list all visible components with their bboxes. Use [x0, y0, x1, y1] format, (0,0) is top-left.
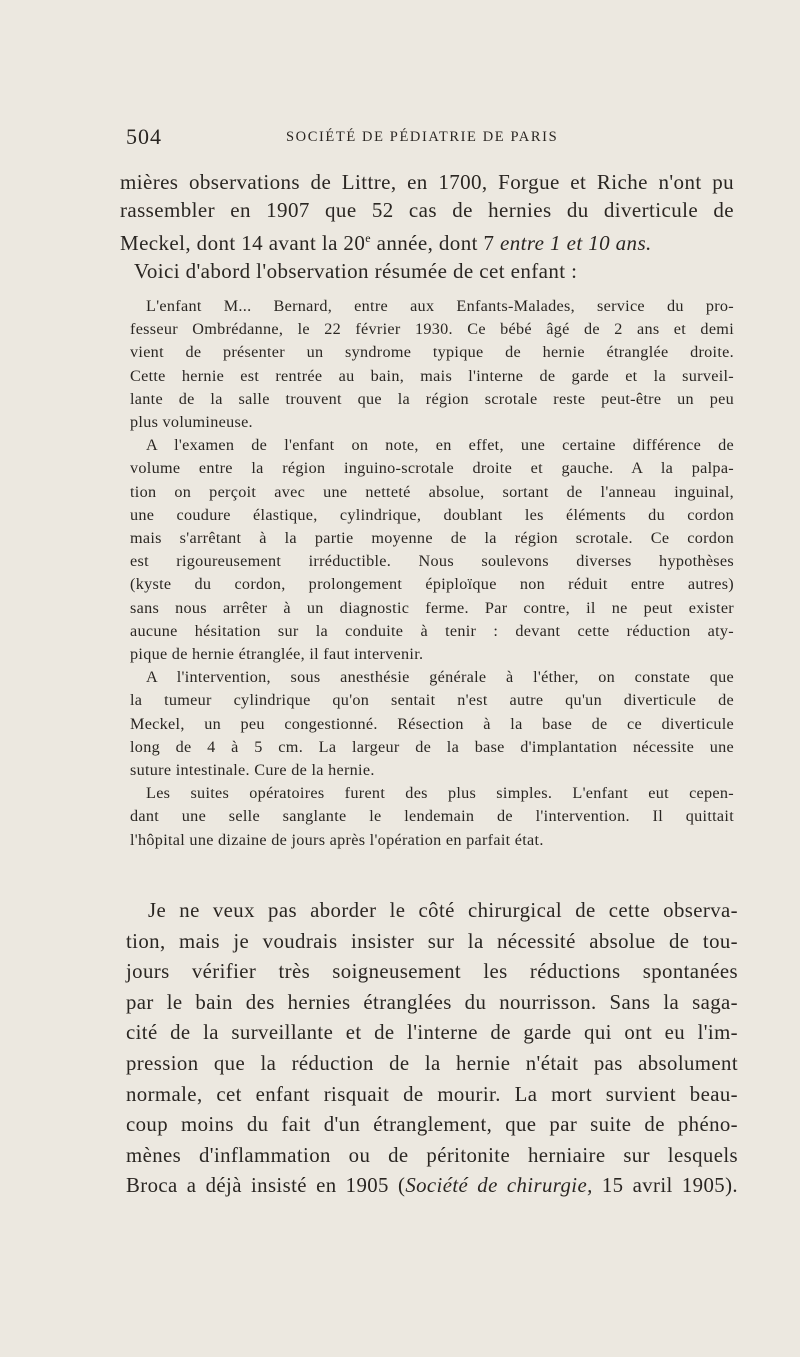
text-line: Les suites opératoires furent des plus simples. L'enfant eut cepen- — [146, 784, 734, 803]
text-line: rassembler en 1907 que 52 cas de hernies du diverticule de — [120, 198, 734, 222]
text-line: (kyste du cordon, prolongement épiploïque non réduit entre autres) — [130, 575, 734, 594]
text-line: mènes d'inflammation ou de péritonite herniaire sur lesquels — [126, 1143, 738, 1167]
text-line: dant une selle sanglante le lendemain de l'intervention. Il quittait — [130, 807, 734, 826]
text-line: Je ne veux pas aborder le côté chirurgical de cette observa- — [148, 899, 738, 922]
text-line: est rigoureusement irréductible. Nous soulevons diverses hypothèses — [130, 552, 734, 571]
text-line — [120, 224, 734, 257]
text-line: Meckel, un peu congestionné. Résection à la base de ce diverticule — [130, 714, 734, 733]
text-line: cité de la surveillante et de l'interne de garde qui ont eu l'im- — [126, 1021, 738, 1045]
text-line: Voici d'abord l'observation résumée de cet enfant : — [134, 259, 578, 283]
text-line: A l'intervention, sous anesthésie générale à l'éther, on constate que — [146, 668, 734, 687]
text-line: sans nous arrêter à un diagnostic ferme. Par contre, il ne peut exister — [130, 598, 734, 617]
italic-run: Société de chirurgie, — [405, 1174, 593, 1198]
text-run: 15 avril 1905). — [592, 1174, 738, 1198]
text-line: vient de présenter un syndrome typique de hernie étranglée droite. — [130, 343, 734, 362]
observation-paragraph — [130, 295, 734, 852]
text-line: tion, mais je voudrais insister sur la nécessité absolue de tou- — [126, 929, 738, 953]
text-line: jours vérifier très soigneusement les réductions spontanées — [126, 960, 738, 984]
text-run: année, dont 7 — [370, 231, 501, 255]
text-line: mières observations de Littre, en 1700, Forgue et Riche n'ont pu — [120, 170, 734, 194]
text-line: coup moins du fait d'un étranglement, que par suite de phéno- — [126, 1113, 738, 1137]
page-number: 504 — [126, 124, 162, 149]
text-line: fesseur Ombrédanne, le 22 février 1930. Ce bébé âgé de 2 ans et demi — [130, 320, 734, 339]
text-run: Broca a déjà insisté en 1905 ( — [126, 1174, 406, 1198]
text-line: pression que la réduction de la hernie n'était pas absolument — [126, 1051, 738, 1075]
text-line — [126, 1171, 738, 1202]
text-line: la tumeur cylindrique qu'on sentait n'est autre qu'un diverticule de — [130, 691, 734, 710]
text-line: aucune hésitation sur la conduite à tenir : devant cette réduction aty- — [130, 621, 734, 640]
text-line: Cette hernie est rentrée au bain, mais l'interne de garde et la surveil- — [130, 366, 734, 385]
page-header — [126, 124, 726, 154]
text-line: volume entre la région inguino-scrotale droite et gauche. A la palpa- — [130, 459, 734, 478]
superscript: e — [365, 231, 371, 245]
text-line: normale, cet enfant risquait de mourir. La mort survient beau- — [126, 1082, 738, 1106]
text-line: long de 4 à 5 cm. La largeur de la base d'implantation nécessite une — [130, 737, 734, 756]
text-line: tion on perçoit avec une netteté absolue, sortant de l'anneau inguinal, — [130, 482, 734, 501]
running-title: SOCIÉTÉ DE PÉDIATRIE DE PARIS — [286, 129, 559, 145]
italic-run: entre 1 et 10 ans. — [500, 231, 652, 255]
text-line: mais s'arrêtant à la partie moyenne de la région scrotale. Ce cordon — [130, 529, 734, 548]
text-line: une coudure élastique, cylindrique, doublant les éléments du cordon — [130, 505, 734, 524]
conclusion-paragraph — [126, 896, 738, 1202]
text-line: lante de la salle trouvent que la région scrotale reste peut-être un peu — [130, 389, 734, 408]
intro-paragraph — [120, 168, 734, 285]
text-line: l'hôpital une dizaine de jours après l'opération en parfait état. — [130, 830, 544, 849]
text-line: suture intestinale. Cure de la hernie. — [130, 761, 375, 780]
text-run: Meckel, dont 14 avant la 20 — [120, 231, 366, 255]
text-line: plus volumineuse. — [130, 413, 253, 432]
text-line: L'enfant M... Bernard, entre aux Enfants-Malades, service du pro- — [146, 297, 734, 315]
text-line: par le bain des hernies étranglées du nourrisson. Sans la saga- — [126, 990, 738, 1014]
text-line: A l'examen de l'enfant on note, en effet, une certaine différence de — [146, 436, 734, 455]
text-line: pique de hernie étranglée, il faut intervenir. — [130, 645, 424, 664]
